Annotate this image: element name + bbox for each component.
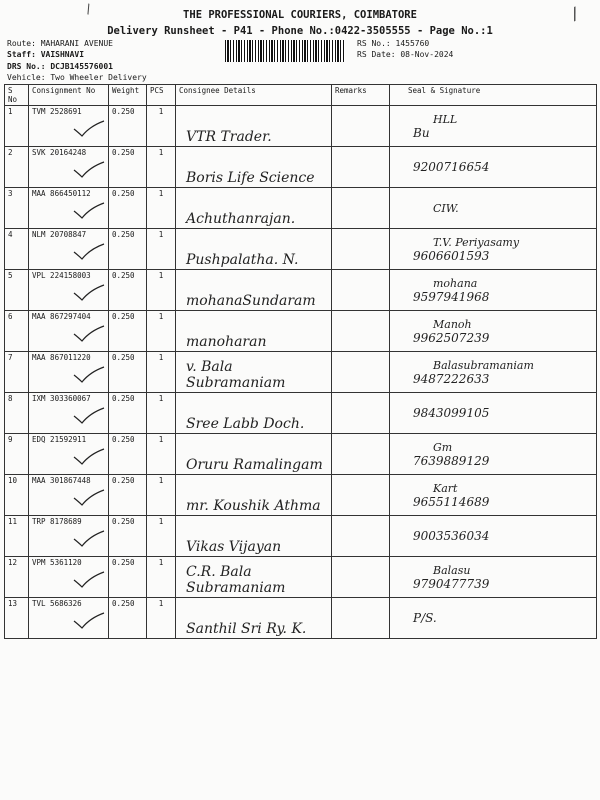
signature-phone: 9843099105 (413, 406, 490, 420)
signature-cell (390, 147, 597, 188)
row-sno: 9 (5, 434, 29, 475)
vehicle-label: Vehicle: Two Wheeler Delivery (7, 73, 147, 82)
consignee-name: v. Bala Subramaniam (176, 352, 332, 393)
signature-cell (390, 516, 597, 557)
signature-phone: 9003536034 (413, 529, 490, 543)
row-pcs: 1 (147, 475, 176, 516)
row-remarks (332, 475, 390, 516)
row-weight: 0.250 (109, 106, 147, 147)
row-sno: 8 (5, 393, 29, 434)
pen-mark-corner: / (566, 2, 584, 25)
row-pcs: 1 (147, 598, 176, 639)
row-sno: 6 (5, 311, 29, 352)
table-row (5, 106, 597, 147)
row-weight: 0.250 (109, 229, 147, 270)
consignee-name: Vikas Vijayan (176, 516, 332, 557)
consignment-number: VPM 5361120 (32, 558, 82, 567)
consignee-name: Santhil Sri Ry. K. (176, 598, 332, 639)
row-sno: 13 (5, 598, 29, 639)
signature-phone: 9790477739 (413, 576, 490, 591)
route-label: Route: MAHARANI AVENUE (7, 39, 113, 48)
row-consignment (29, 557, 109, 598)
consignment-number: EDQ 21592911 (32, 435, 87, 444)
signature: HLL (433, 112, 458, 126)
row-remarks (332, 516, 390, 557)
row-pcs: 1 (147, 434, 176, 475)
row-weight: 0.250 (109, 147, 147, 188)
row-consignment (29, 352, 109, 393)
row-sno: 5 (5, 270, 29, 311)
signature-cell (390, 352, 597, 393)
row-consignment (29, 270, 109, 311)
signature: Gm (433, 440, 453, 454)
row-consignment (29, 393, 109, 434)
signature-phone: 9200716654 (413, 160, 490, 174)
rs-date: RS Date: 08-Nov-2024 (357, 50, 454, 59)
col-weight: Weight (109, 85, 147, 106)
signature-cell (390, 434, 597, 475)
table-row (5, 188, 597, 229)
consignment-number: MAA 867297404 (32, 312, 91, 321)
rs-number: RS No.: 1455760 (357, 39, 430, 48)
check-mark-icon (72, 120, 105, 140)
signature-cell (390, 188, 597, 229)
consignment-number: TRP 8178689 (32, 517, 82, 526)
table-row (5, 434, 597, 475)
drs-number: DRS No.: DCJB145576001 (7, 62, 113, 71)
signature: Balasubramaniam (433, 358, 534, 372)
consignment-number: TVL 5686326 (32, 599, 82, 608)
row-sno: 7 (5, 352, 29, 393)
signature-phone: 9962507239 (413, 330, 490, 345)
row-remarks (332, 393, 390, 434)
signature: Kart (433, 481, 458, 495)
staff-label: Staff: VAISHNAVI (7, 50, 85, 59)
check-mark-icon (72, 489, 105, 509)
signature-cell (390, 106, 597, 147)
barcode (225, 40, 345, 62)
consignee-name: Sree Labb Doch. (176, 393, 332, 434)
row-remarks (332, 188, 390, 229)
signature: T.V. Periyasamy (433, 235, 520, 249)
signature-cell (390, 270, 597, 311)
row-remarks (332, 557, 390, 598)
signature: mohana (433, 276, 478, 290)
table-row (5, 352, 597, 393)
table-row (5, 270, 597, 311)
row-consignment (29, 598, 109, 639)
row-weight: 0.250 (109, 475, 147, 516)
col-sno: S No (5, 85, 29, 106)
row-sno: 12 (5, 557, 29, 598)
signature-phone: 9606601593 (413, 248, 490, 263)
row-pcs: 1 (147, 270, 176, 311)
table-row (5, 557, 597, 598)
row-weight: 0.250 (109, 311, 147, 352)
consignment-number: SVK 20164248 (32, 148, 87, 157)
row-sno: 11 (5, 516, 29, 557)
consignee-name: manoharan (176, 311, 332, 352)
row-pcs: 1 (147, 106, 176, 147)
row-weight: 0.250 (109, 188, 147, 229)
table-row (5, 475, 597, 516)
row-weight: 0.250 (109, 393, 147, 434)
check-mark-icon (72, 571, 105, 591)
signature-cell (390, 311, 597, 352)
col-consignment: Consignment No (29, 85, 109, 106)
row-pcs: 1 (147, 311, 176, 352)
check-mark-icon (72, 448, 105, 468)
col-consignee: Consignee Details (176, 85, 332, 106)
consignment-number: IXM 303360067 (32, 394, 91, 403)
consignee-name: Oruru Ramalingam (176, 434, 332, 475)
signature: Balasu (433, 563, 471, 577)
check-mark-icon (72, 161, 105, 181)
pen-mark: \ (81, 1, 96, 17)
row-sno: 1 (5, 106, 29, 147)
signature-phone: 7639889129 (413, 453, 490, 468)
check-mark-icon (72, 366, 105, 386)
consignee-name: Pushpalatha. N. (176, 229, 332, 270)
row-remarks (332, 598, 390, 639)
signature-cell (390, 393, 597, 434)
row-consignment (29, 229, 109, 270)
row-consignment (29, 311, 109, 352)
check-mark-icon (72, 284, 105, 304)
row-pcs: 1 (147, 188, 176, 229)
runsheet-title: Delivery Runsheet - P41 - Phone No.:0422-3505555 - Page No.:1 (107, 25, 493, 37)
table-row (5, 147, 597, 188)
col-pcs: PCS (147, 85, 176, 106)
row-pcs: 1 (147, 516, 176, 557)
row-pcs: 1 (147, 557, 176, 598)
row-sno: 10 (5, 475, 29, 516)
row-sno: 2 (5, 147, 29, 188)
consignee-name: mr. Koushik Athma (176, 475, 332, 516)
signature-cell (390, 557, 597, 598)
row-weight: 0.250 (109, 434, 147, 475)
consignment-number: MAA 867011220 (32, 353, 91, 362)
row-weight: 0.250 (109, 557, 147, 598)
runsheet-table (4, 84, 597, 639)
row-remarks (332, 106, 390, 147)
signature: CIW. (433, 201, 459, 215)
table-row (5, 516, 597, 557)
row-remarks (332, 147, 390, 188)
row-consignment (29, 106, 109, 147)
row-weight: 0.250 (109, 516, 147, 557)
row-remarks (332, 434, 390, 475)
table-row (5, 393, 597, 434)
consignee-name: Achuthanrajan. (176, 188, 332, 229)
row-pcs: 1 (147, 229, 176, 270)
row-weight: 0.250 (109, 598, 147, 639)
col-remarks: Remarks (332, 85, 390, 106)
signature-phone: 9597941968 (413, 289, 490, 304)
table-row (5, 229, 597, 270)
check-mark-icon (72, 530, 105, 550)
consignment-number: TVM 2528691 (32, 107, 82, 116)
consignee-name: C.R. Bala Subramaniam (176, 557, 332, 598)
signature: Manoh (433, 317, 472, 331)
consignee-name: mohanaSundaram (176, 270, 332, 311)
signature-phone: 9487222633 (413, 371, 490, 386)
consignment-number: MAA 301867448 (32, 476, 91, 485)
company-title: THE PROFESSIONAL COURIERS, COIMBATORE (183, 9, 417, 21)
check-mark-icon (72, 407, 105, 427)
table-header-row (5, 85, 597, 106)
row-consignment (29, 147, 109, 188)
row-remarks (332, 352, 390, 393)
consignment-number: NLM 20708847 (32, 230, 87, 239)
row-pcs: 1 (147, 147, 176, 188)
row-weight: 0.250 (109, 270, 147, 311)
signature-cell (390, 598, 597, 639)
row-consignment (29, 434, 109, 475)
consignee-name: VTR Trader. (176, 106, 332, 147)
row-consignment (29, 475, 109, 516)
row-sno: 4 (5, 229, 29, 270)
row-remarks (332, 229, 390, 270)
signature-phone: P/S. (413, 611, 437, 625)
row-sno: 3 (5, 188, 29, 229)
check-mark-icon (72, 612, 105, 632)
row-remarks (332, 270, 390, 311)
check-mark-icon (72, 202, 105, 222)
col-signature: Seal & Signature (390, 85, 597, 106)
row-consignment (29, 516, 109, 557)
signature-phone: Bu (413, 125, 430, 140)
consignee-name: Boris Life Science (176, 147, 332, 188)
consignment-number: MAA 866450112 (32, 189, 91, 198)
signature-phone: 9655114689 (413, 494, 490, 509)
check-mark-icon (72, 325, 105, 345)
signature-cell (390, 229, 597, 270)
row-pcs: 1 (147, 352, 176, 393)
check-mark-icon (72, 243, 105, 263)
signature-cell (390, 475, 597, 516)
table-row (5, 311, 597, 352)
row-consignment (29, 188, 109, 229)
row-remarks (332, 311, 390, 352)
row-pcs: 1 (147, 393, 176, 434)
consignment-number: VPL 224158003 (32, 271, 91, 280)
row-weight: 0.250 (109, 352, 147, 393)
table-row (5, 598, 597, 639)
